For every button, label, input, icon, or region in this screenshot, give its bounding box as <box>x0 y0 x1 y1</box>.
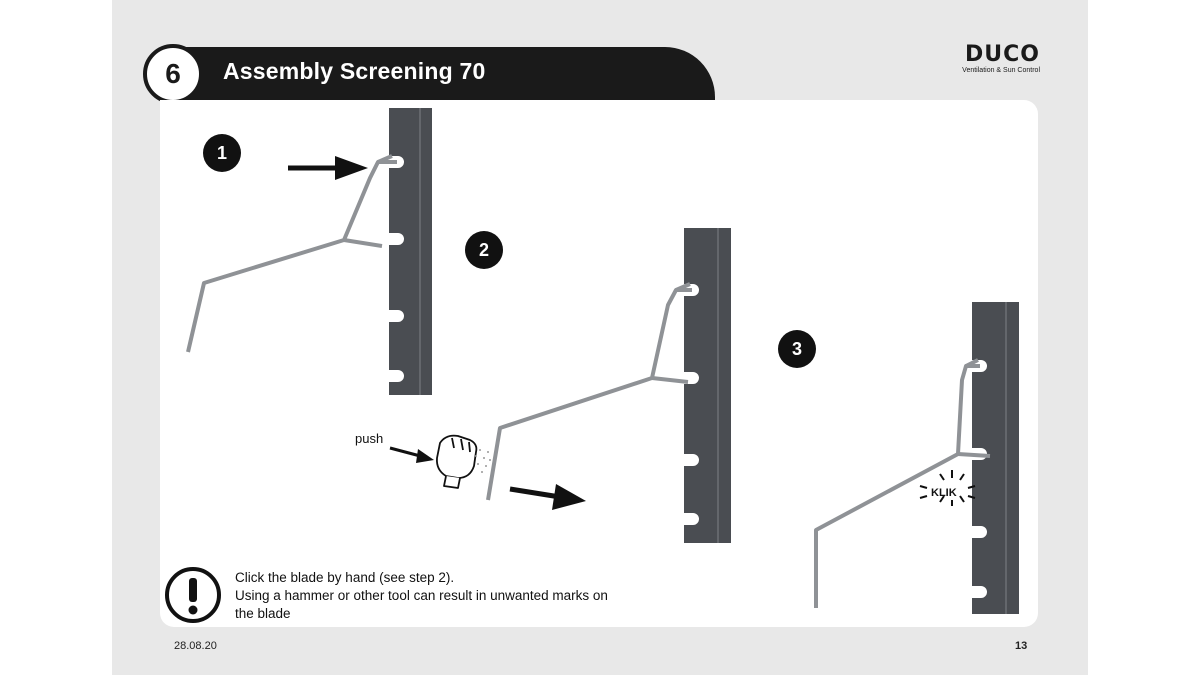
page-number: 13 <box>1015 640 1028 652</box>
note-line-2: Using a hammer or other tool can result in unwanted marks on <box>235 588 608 603</box>
arrow-push-right-2 <box>510 484 586 510</box>
post-step-2 <box>684 228 731 543</box>
post-step-1 <box>389 108 432 395</box>
step-badge-2: 2 <box>465 231 503 269</box>
section-number-badge: 6 <box>143 44 203 104</box>
step-badge-1: 1 <box>203 134 241 172</box>
hand-icon <box>437 436 476 488</box>
blade-step-2 <box>488 284 692 500</box>
step-badge-3: 3 <box>778 330 816 368</box>
arrow-push-pointer <box>390 448 434 463</box>
blade-step-3 <box>816 360 990 608</box>
note-line-3: the blade <box>235 606 291 621</box>
logo-tagline: Ventilation & Sun Control <box>962 67 1040 74</box>
arrow-push-right-1 <box>288 156 368 180</box>
logo-wordmark: DUCO <box>965 42 1040 67</box>
assembly-note <box>235 569 695 623</box>
warning-exclamation-icon <box>164 566 222 624</box>
blade-step-1 <box>188 156 397 352</box>
footer-date: 28.08.20 <box>174 640 217 652</box>
page-title: Assembly Screening 70 <box>223 58 486 84</box>
impact-sparks <box>475 449 491 473</box>
post-step-3 <box>972 302 1019 614</box>
push-label: push <box>355 431 384 446</box>
klik-label: KLIK <box>931 487 957 499</box>
note-line-1: Click the blade by hand (see step 2). <box>235 570 455 585</box>
